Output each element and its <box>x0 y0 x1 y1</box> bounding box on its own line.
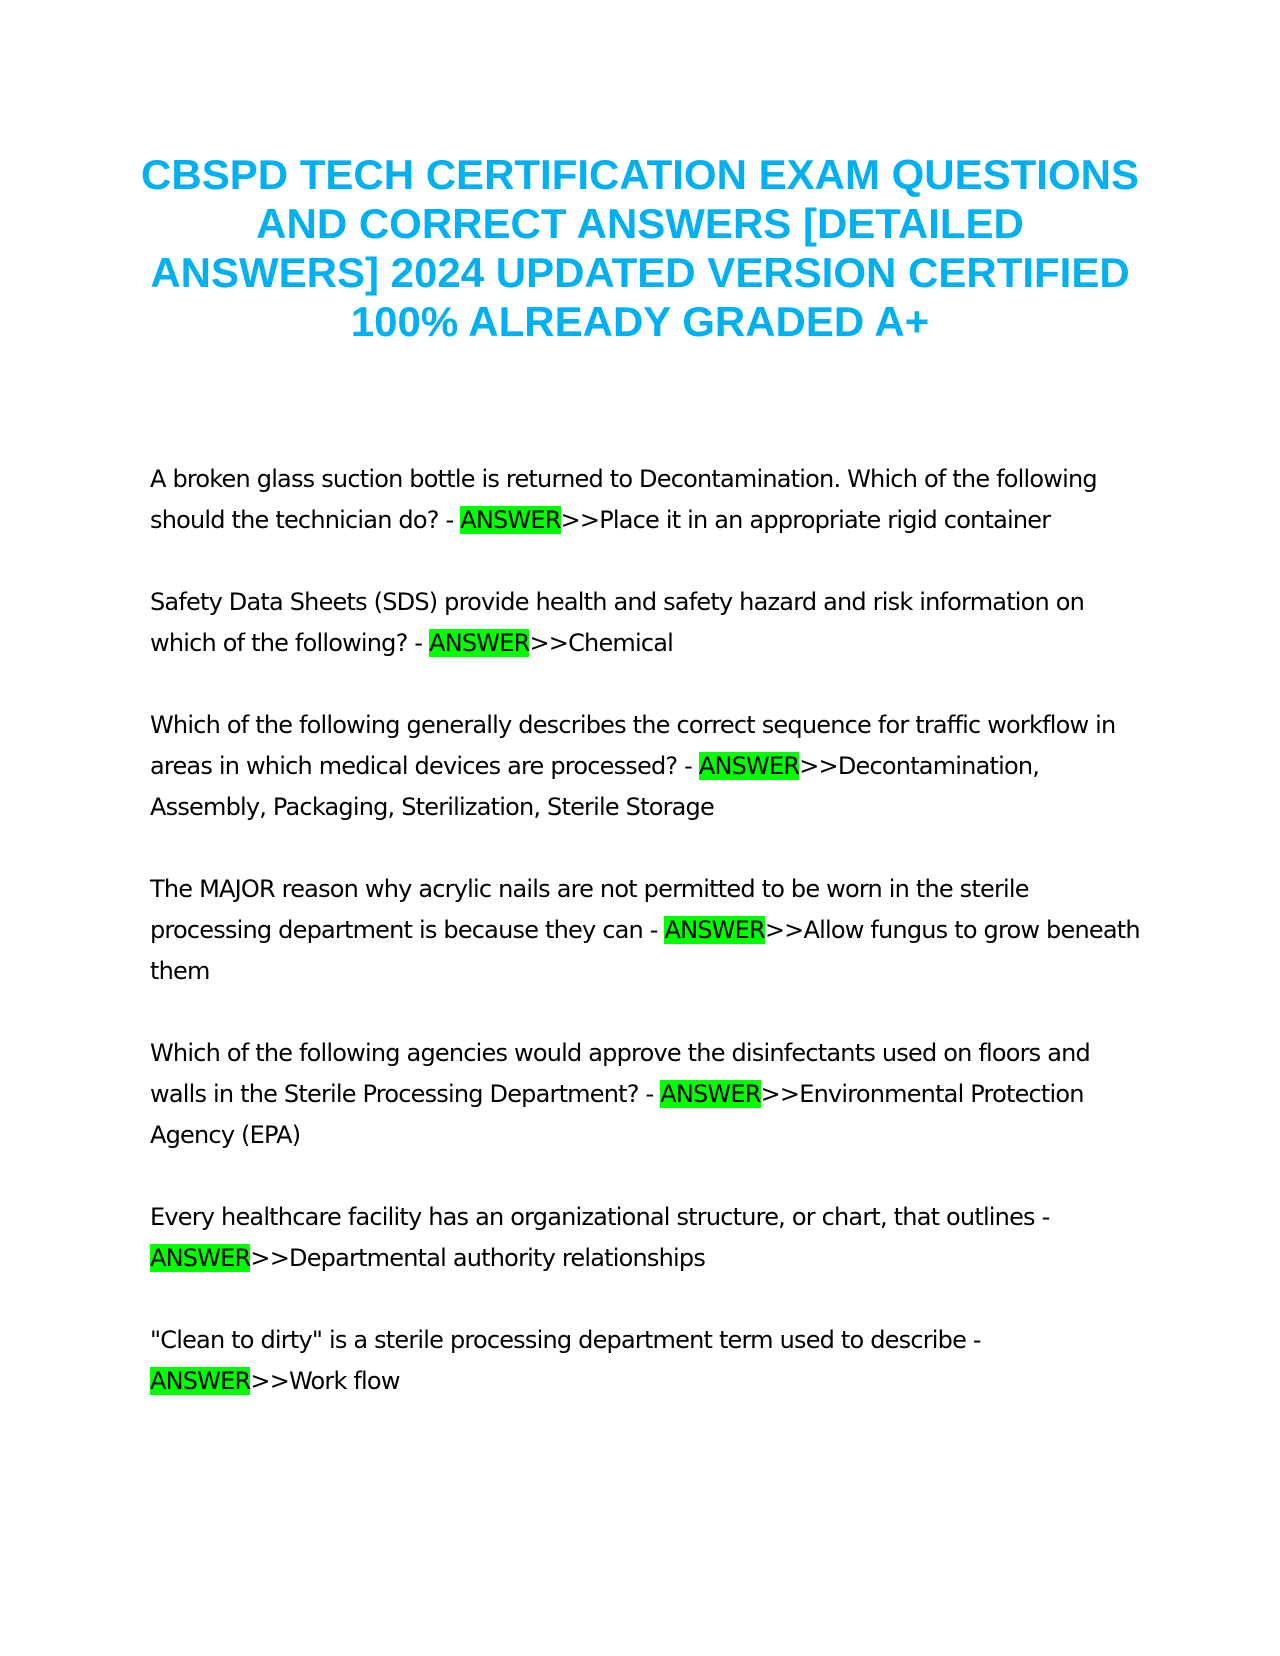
page-title: CBSPD TECH CERTIFICATION EXAM QUESTIONS AND CORRECT ANSWERS [DETAILED ANSWERS] 2024 UPDATED VERSION CERTIFIED 100% ALREADY GRADED A+ <box>141 151 1139 345</box>
question-text: A broken glass suction bottle is returned to Decontamination. Which of the following should the technician do? - <box>150 465 1097 534</box>
qa-list <box>150 459 1140 1443</box>
qa-item <box>150 459 1140 541</box>
qa-item <box>150 1197 1140 1279</box>
answer-label: ANSWER <box>429 629 530 657</box>
qa-item <box>150 1320 1140 1402</box>
answer-text: >>Decontamination, Assembly, Packaging, Sterilization, Sterile Storage <box>150 752 1040 821</box>
answer-label: ANSWER <box>150 1244 251 1272</box>
qa-item <box>150 582 1140 664</box>
answer-label: ANSWER <box>660 1080 761 1108</box>
question-text: "Clean to dirty" is a sterile processing department term used to describe - <box>150 1326 981 1354</box>
question-text: Every healthcare facility has an organizational structure, or chart, that outlines - <box>150 1203 1050 1231</box>
question-text: Which of the following agencies would approve the disinfectants used on floors and walls in the Sterile Processing Department? - <box>150 1039 1090 1108</box>
qa-item <box>150 705 1140 828</box>
answer-text: >>Chemical <box>529 629 674 657</box>
answer-text: >>Environmental Protection Agency (EPA) <box>150 1080 1084 1149</box>
answer-label: ANSWER <box>698 752 800 780</box>
answer-label: ANSWER <box>664 916 765 944</box>
question-text: Safety Data Sheets (SDS) provide health and safety hazard and risk information on which of the following? - <box>150 588 1085 657</box>
qa-item <box>150 869 1140 992</box>
answer-label: ANSWER <box>460 506 561 534</box>
answer-text: >>Place it in an appropriate rigid container <box>560 506 1051 534</box>
question-text: Which of the following generally describes the correct sequence for traffic workflow in areas in which medical devices are processed? - <box>150 711 1116 780</box>
answer-text: >>Work flow <box>250 1367 400 1395</box>
answer-label: ANSWER <box>150 1367 251 1395</box>
answer-text: >>Allow fungus to grow beneath them <box>150 916 1140 985</box>
qa-item <box>150 1033 1140 1156</box>
question-text: The MAJOR reason why acrylic nails are not permitted to be worn in the sterile processing department is because they can - <box>150 875 1029 944</box>
answer-text: >>Departmental authority relationships <box>250 1244 706 1272</box>
